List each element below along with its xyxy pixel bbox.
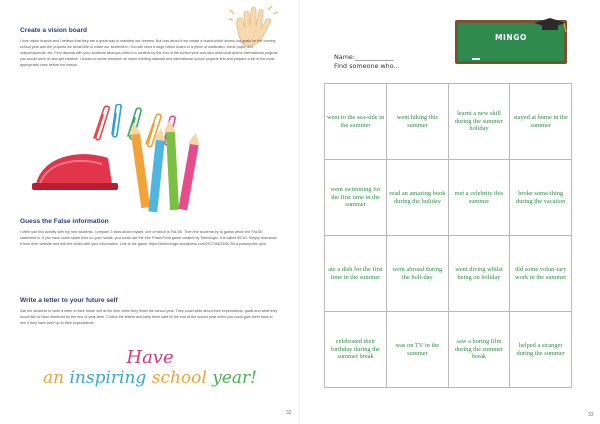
grid-cell: read an amazing book during the holiday bbox=[387, 160, 449, 236]
grid-cell: went to the sea-side in the summer bbox=[325, 84, 387, 160]
grid-cell: ate a dish for the first time in the summer bbox=[325, 236, 387, 312]
find-someone-label: Find someone who... bbox=[334, 62, 400, 70]
greeting-line-inspiring-school-year bbox=[0, 368, 300, 388]
name-field-label: Name:____________ bbox=[334, 53, 394, 61]
page-number-right: 33 bbox=[588, 412, 594, 418]
grid-cell: did some volun-tary work in the summer bbox=[510, 236, 572, 312]
section-text-letter-future-self: Ask the students to write a letter to their future self at the time when they finish the school year. They could write about their expectations, goals and what they would like to have achieved by the end of year-term. Collect the letters and keep them safe till the end of the school year when you could give them back to see if they have lived up to their expectations. bbox=[20, 309, 278, 325]
grid-row bbox=[325, 160, 572, 236]
greeting-word: school bbox=[151, 368, 207, 388]
section-heading-false-information: Guess the False information bbox=[20, 218, 109, 225]
grid-cell: learnt a new skill during the summer holiday bbox=[448, 84, 510, 160]
grid-cell: met a celebrity this summer bbox=[448, 160, 510, 236]
grid-cell: went hiking this summer bbox=[387, 84, 449, 160]
grid-cell: went abroad during the holi-day bbox=[387, 236, 449, 312]
grid-cell: broke some-thing during the vacation bbox=[510, 160, 572, 236]
section-heading-letter-future-self: Write a letter to your future self bbox=[20, 297, 118, 304]
greeting-line-have: Have bbox=[126, 347, 174, 368]
grid-row bbox=[325, 236, 572, 312]
grid-cell: celebrated their birthday during the summer break bbox=[325, 312, 387, 388]
section-text-false-information: I often use this activity with my new students. I prepare 3 facts about myself, one of which is FALSE. Then the students try to guess which the FALSE statement is. If you have some spare time on your hands, you could use the free PowerPoint game created by Teknologic. It is called 50-50. Simply download it from their website and edit the slides with your information. Link to the game: https://tekhnologic.wordpress.com/2017/06/23/50-50-a-powerpoint-quiz/ bbox=[20, 230, 277, 246]
greeting-word: an bbox=[42, 368, 65, 388]
page-number-left: 32 bbox=[286, 410, 292, 416]
stationery-illustration bbox=[28, 104, 238, 214]
section-text-vision-board: I love vision boards and I believe that they are a great way to manifest our dreams. But how about if we create a board which shows our goals for the coming school year and the projects we would like to make our students in. You will need a large notice board or a piece of cardboard, some paper and crayons/pencils, etc. First discuss with your students what you intend to achieve by the end of the school year and also what local and/or international projects you would work on and get creative. I would do some research on some exciting national and international school projects first and prepare a list of the most appropriate ones before the lesson. bbox=[20, 39, 278, 67]
greeting-word: year! bbox=[212, 368, 257, 388]
grid-cell: went swimming for the first time in the summer bbox=[325, 160, 387, 236]
grid-cell: stayed at home in the summer bbox=[510, 84, 572, 160]
chalkboard-title: MINGO bbox=[494, 33, 528, 42]
mingo-grid bbox=[324, 83, 572, 388]
grid-cell: saw a boring film during the summer break bbox=[448, 312, 510, 388]
section-heading-vision-board: Create a vision board bbox=[20, 27, 88, 34]
grid-cell: went diving whilst being on holiday bbox=[448, 236, 510, 312]
grid-row bbox=[325, 312, 572, 388]
grid-cell: was on TV in the summer bbox=[387, 312, 449, 388]
greeting-word: inspiring bbox=[69, 368, 147, 388]
grid-cell: helped a stranger during the summer bbox=[510, 312, 572, 388]
grid-row bbox=[325, 84, 572, 160]
